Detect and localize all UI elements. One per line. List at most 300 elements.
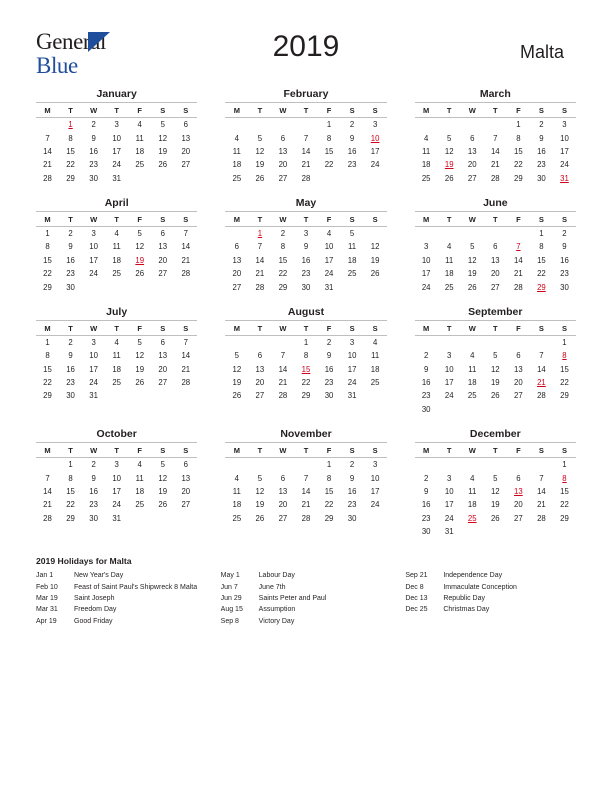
- day-cell: 19: [232, 378, 242, 388]
- month-title: April: [36, 197, 197, 212]
- weekday-header: T: [294, 213, 317, 227]
- day-cell: 12: [444, 146, 454, 156]
- weekday-header: T: [59, 213, 82, 227]
- day-cell: 4: [326, 229, 332, 239]
- week-row: [225, 471, 386, 484]
- day-cell: 20: [158, 364, 168, 374]
- day-cell: 10: [370, 473, 380, 483]
- week-row: [36, 485, 197, 498]
- day-cell: 6: [470, 133, 475, 143]
- week-row: [225, 118, 386, 132]
- day-cell: 29: [514, 173, 523, 183]
- week-row: [225, 512, 386, 525]
- week-row: [415, 172, 576, 185]
- day-cell: 26: [255, 173, 265, 183]
- week-row: [36, 158, 197, 171]
- day-cell: 8: [326, 133, 332, 143]
- day-cell: 6: [516, 473, 521, 483]
- holiday-date: Sep 8: [220, 617, 239, 625]
- day-cell-empty: [364, 389, 387, 402]
- day-cell: 15: [66, 146, 75, 156]
- day-cell: 3: [562, 120, 567, 130]
- day-cell: 2: [326, 337, 332, 347]
- month-block: [225, 88, 386, 185]
- day-cell: 1: [326, 460, 332, 470]
- day-cell: 15: [324, 486, 334, 496]
- week-row: [225, 335, 386, 349]
- holiday-date: Mar 19: [36, 594, 58, 602]
- holiday-row: [405, 582, 576, 593]
- day-cell: 5: [137, 337, 142, 347]
- day-cell: 7: [45, 133, 50, 143]
- day-cell: 29: [43, 391, 52, 401]
- day-cell: 30: [421, 527, 431, 537]
- day-cell-empty: [225, 226, 248, 240]
- month-block: [36, 197, 197, 294]
- day-cell-empty: [271, 335, 294, 349]
- day-cell: 10: [112, 473, 121, 483]
- weekday-header: S: [553, 104, 576, 118]
- day-cell: 3: [447, 473, 452, 483]
- day-cell: 11: [371, 351, 380, 361]
- weekday-header: S: [553, 322, 576, 336]
- weekday-header: T: [248, 322, 271, 336]
- day-cell: 16: [301, 255, 311, 265]
- weekday-header: T: [294, 444, 317, 458]
- day-cell: 18: [467, 500, 477, 510]
- weekday-header: T: [105, 104, 128, 118]
- day-cell-empty: [461, 525, 484, 538]
- day-cell: 14: [181, 351, 191, 361]
- day-cell: 17: [421, 269, 431, 279]
- day-cell: 2: [539, 120, 544, 130]
- day-cell: 5: [137, 229, 142, 239]
- country-label: Malta: [519, 42, 564, 62]
- day-cell: 22: [537, 269, 546, 279]
- day-cell: 3: [91, 337, 96, 347]
- day-cell: 22: [514, 160, 523, 170]
- day-cell: 14: [537, 364, 546, 374]
- day-cell: 6: [493, 242, 498, 252]
- day-cell: 3: [114, 120, 119, 130]
- day-cell: 26: [370, 269, 380, 279]
- day-cell-empty: [174, 172, 197, 185]
- day-cell-empty: [507, 226, 530, 240]
- holiday-name: Saints Peter and Paul: [258, 594, 327, 602]
- day-cell: 10: [444, 486, 454, 496]
- month-block: [36, 428, 197, 538]
- day-cell: 1: [516, 120, 521, 130]
- day-cell: 21: [181, 364, 191, 374]
- day-cell: 18: [232, 160, 242, 170]
- day-cell-empty: [415, 335, 438, 349]
- day-cell-empty: [461, 458, 484, 472]
- weekday-header: T: [59, 322, 82, 336]
- day-cell: 26: [467, 282, 477, 292]
- week-row: [415, 485, 576, 498]
- day-cell-empty: [364, 280, 387, 293]
- week-row: [415, 267, 576, 280]
- day-cell: 12: [135, 351, 145, 361]
- day-cell: 24: [112, 160, 121, 170]
- day-cell-empty: [461, 403, 484, 416]
- week-row: [36, 280, 197, 293]
- holiday-date: Jan 1: [36, 572, 54, 580]
- day-cell: 4: [424, 133, 429, 143]
- day-cell: 4: [372, 337, 378, 347]
- day-cell: 26: [490, 391, 500, 401]
- day-cell: 22: [278, 269, 288, 279]
- holidays-column: [36, 570, 207, 627]
- day-cell: 19: [490, 378, 500, 388]
- weekday-header: T: [484, 444, 507, 458]
- weekday-header: W: [82, 213, 105, 227]
- day-cell: 29: [301, 391, 311, 401]
- day-cell: 2: [424, 473, 429, 483]
- day-cell: 15: [560, 364, 569, 374]
- day-cell: 3: [303, 229, 309, 239]
- day-cell-empty: [128, 512, 151, 525]
- day-cell: 7: [539, 351, 544, 361]
- day-cell: 22: [43, 269, 52, 279]
- weekday-header: M: [415, 444, 438, 458]
- day-cell: 28: [255, 282, 265, 292]
- day-cell: 7: [45, 473, 50, 483]
- day-cell-empty: [507, 335, 530, 349]
- day-cell: 8: [45, 242, 50, 252]
- day-cell: 5: [257, 133, 263, 143]
- weekday-header: M: [36, 213, 59, 227]
- day-cell: 31: [89, 391, 98, 401]
- holiday-date: Aug 15: [220, 606, 243, 614]
- day-cell: 1: [539, 229, 544, 239]
- day-cell: 23: [537, 160, 546, 170]
- day-cell: 21: [43, 160, 52, 170]
- week-row: [36, 118, 197, 132]
- holiday-name: Labour Day: [258, 572, 295, 580]
- day-cell: 16: [560, 255, 569, 265]
- week-row: [36, 267, 197, 280]
- day-cell: 11: [348, 242, 357, 252]
- day-cell: 9: [326, 351, 332, 361]
- weekday-header: S: [174, 444, 197, 458]
- weekday-header: W: [271, 322, 294, 336]
- day-cell: 25: [135, 500, 145, 510]
- week-row: [415, 240, 576, 253]
- page-header: [36, 26, 576, 78]
- day-cell-empty: [174, 512, 197, 525]
- day-cell: 27: [278, 173, 288, 183]
- day-cell: 17: [112, 486, 121, 496]
- month-block: [415, 428, 576, 538]
- day-cell: 5: [493, 351, 498, 361]
- day-cell: 9: [539, 133, 544, 143]
- day-cell: 10: [324, 242, 334, 252]
- day-cell: 23: [560, 269, 569, 279]
- day-cell: 5: [234, 351, 240, 361]
- day-cell: 2: [424, 351, 429, 361]
- weekday-header: T: [59, 444, 82, 458]
- day-cell: 23: [66, 269, 75, 279]
- day-cell: 13: [467, 146, 477, 156]
- day-cell: 22: [43, 378, 52, 388]
- day-cell: 5: [493, 473, 498, 483]
- day-cell: 1: [45, 229, 50, 239]
- day-cell-empty: [248, 335, 271, 349]
- week-row: [225, 158, 386, 171]
- week-row: [36, 226, 197, 240]
- day-cell: 30: [324, 391, 334, 401]
- weekday-header: W: [82, 322, 105, 336]
- day-cell: 21: [301, 500, 311, 510]
- day-cell: 1: [68, 120, 73, 130]
- day-cell: 14: [301, 486, 311, 496]
- weekday-header: T: [248, 213, 271, 227]
- day-cell: 27: [278, 513, 288, 523]
- day-cell: 18: [444, 269, 454, 279]
- day-cell: 21: [255, 269, 265, 279]
- day-cell: 13: [181, 133, 191, 143]
- day-cell-empty: [174, 280, 197, 293]
- day-cell: 29: [560, 391, 569, 401]
- day-cell: 27: [181, 500, 191, 510]
- day-cell: 18: [112, 364, 121, 374]
- day-cell: 24: [370, 500, 380, 510]
- day-cell: 28: [43, 513, 52, 523]
- day-cell: 6: [160, 229, 165, 239]
- day-cell-empty: [151, 512, 174, 525]
- day-cell: 31: [112, 173, 121, 183]
- day-cell: 15: [43, 364, 52, 374]
- weekday-header: S: [341, 444, 364, 458]
- day-cell: 30: [537, 173, 546, 183]
- day-cell: 27: [255, 391, 265, 401]
- holiday-name: New Year's Day: [74, 572, 124, 580]
- weekday-header: S: [364, 104, 387, 118]
- day-cell: 25: [135, 160, 145, 170]
- day-cell-empty: [225, 335, 248, 349]
- week-row: [415, 145, 576, 158]
- day-cell-empty: [461, 226, 484, 240]
- day-cell-empty: [128, 389, 151, 402]
- day-cell: 28: [278, 391, 288, 401]
- weekday-header: T: [438, 322, 461, 336]
- month-table: [36, 104, 197, 185]
- weekday-header: F: [128, 104, 151, 118]
- month-table: [225, 444, 386, 525]
- day-cell: 25: [421, 173, 431, 183]
- day-cell: 10: [89, 242, 98, 252]
- weekday-header: F: [318, 444, 341, 458]
- day-cell: 28: [537, 391, 546, 401]
- day-cell-empty: [415, 458, 438, 472]
- weekday-header: T: [438, 213, 461, 227]
- day-cell: 26: [255, 513, 265, 523]
- month-block: [225, 306, 386, 416]
- day-cell-empty: [271, 118, 294, 132]
- day-cell: 4: [234, 473, 240, 483]
- weekday-header: M: [225, 322, 248, 336]
- day-cell: 1: [326, 120, 332, 130]
- weekday-header: S: [364, 213, 387, 227]
- weekday-header: S: [530, 213, 553, 227]
- week-row: [225, 349, 386, 362]
- weekday-header: W: [461, 104, 484, 118]
- day-cell: 30: [301, 282, 311, 292]
- day-cell: 15: [301, 364, 311, 374]
- day-cell: 29: [278, 282, 288, 292]
- day-cell: 4: [470, 351, 475, 361]
- day-cell: 11: [232, 146, 241, 156]
- holiday-row: [221, 582, 392, 593]
- day-cell: 15: [278, 255, 288, 265]
- day-cell: 15: [537, 255, 546, 265]
- day-cell: 5: [447, 133, 452, 143]
- holiday-name: Saint Joseph: [74, 594, 115, 602]
- day-cell: 20: [278, 160, 288, 170]
- day-cell: 21: [537, 500, 546, 510]
- week-row: [36, 145, 197, 158]
- day-cell: 16: [66, 364, 75, 374]
- week-row: [415, 498, 576, 511]
- day-cell: 8: [280, 242, 286, 252]
- day-cell: 20: [490, 269, 500, 279]
- day-cell: 12: [255, 486, 265, 496]
- day-cell: 13: [278, 486, 288, 496]
- week-row: [225, 131, 386, 144]
- day-cell: 4: [234, 133, 240, 143]
- holiday-date: Jun 7: [220, 583, 238, 591]
- day-cell: 7: [303, 473, 309, 483]
- day-cell: 21: [278, 378, 288, 388]
- day-cell: 29: [66, 173, 75, 183]
- week-row: [225, 240, 386, 253]
- day-cell: 12: [232, 364, 242, 374]
- day-cell: 20: [181, 486, 191, 496]
- weekday-header: M: [415, 104, 438, 118]
- day-cell: 5: [349, 229, 355, 239]
- day-cell: 25: [112, 269, 121, 279]
- weekday-header: S: [530, 104, 553, 118]
- day-cell: 27: [514, 513, 523, 523]
- day-cell-empty: [530, 525, 553, 538]
- day-cell: 30: [89, 513, 98, 523]
- week-row: [225, 363, 386, 376]
- weekday-header: M: [415, 213, 438, 227]
- day-cell: 2: [349, 120, 355, 130]
- day-cell-empty: [248, 458, 271, 472]
- weekday-header: T: [294, 322, 317, 336]
- holiday-date: Dec 8: [405, 583, 424, 591]
- day-cell-empty: [507, 525, 530, 538]
- day-cell: 14: [278, 364, 288, 374]
- holiday-row: [36, 582, 207, 593]
- day-cell: 15: [43, 255, 52, 265]
- month-block: [36, 306, 197, 416]
- day-cell: 14: [514, 255, 523, 265]
- day-cell: 24: [370, 160, 380, 170]
- day-cell: 24: [89, 269, 98, 279]
- day-cell: 24: [444, 513, 454, 523]
- week-row: [225, 280, 386, 293]
- day-cell: 3: [372, 460, 378, 470]
- day-cell: 24: [421, 282, 431, 292]
- day-cell-empty: [438, 335, 461, 349]
- day-cell: 1: [257, 229, 263, 239]
- day-cell-empty: [105, 389, 128, 402]
- day-cell: 10: [560, 133, 569, 143]
- holidays-section: [36, 556, 576, 627]
- day-cell: 13: [514, 486, 523, 496]
- holidays-column: [405, 570, 576, 627]
- day-cell-empty: [36, 458, 59, 472]
- holiday-date: May 1: [220, 572, 240, 580]
- day-cell: 19: [158, 146, 168, 156]
- day-cell: 17: [89, 255, 98, 265]
- month-title: September: [415, 306, 576, 321]
- week-row: [415, 118, 576, 132]
- day-cell: 27: [232, 282, 242, 292]
- weekday-header: S: [364, 444, 387, 458]
- week-row: [36, 131, 197, 144]
- week-row: [415, 376, 576, 389]
- day-cell-empty: [364, 172, 387, 185]
- week-row: [36, 458, 197, 472]
- day-cell-empty: [415, 226, 438, 240]
- holiday-name: Independence Day: [443, 572, 503, 580]
- day-cell: 17: [444, 500, 454, 510]
- weekday-header: S: [174, 322, 197, 336]
- day-cell: 16: [421, 378, 431, 388]
- week-row: [36, 363, 197, 376]
- day-cell: 26: [158, 160, 168, 170]
- weekday-header: T: [105, 213, 128, 227]
- week-row: [415, 131, 576, 144]
- day-cell: 12: [255, 146, 265, 156]
- day-cell: 7: [516, 242, 521, 252]
- weekday-header: F: [318, 104, 341, 118]
- day-cell: 6: [516, 351, 521, 361]
- day-cell: 25: [112, 378, 121, 388]
- holiday-row: [405, 604, 576, 615]
- weekday-header: T: [105, 444, 128, 458]
- day-cell: 25: [347, 269, 357, 279]
- day-cell: 8: [516, 133, 521, 143]
- day-cell: 1: [303, 337, 309, 347]
- day-cell: 4: [447, 242, 452, 252]
- day-cell: 17: [444, 378, 454, 388]
- day-cell: 17: [560, 146, 569, 156]
- month-title: June: [415, 197, 576, 212]
- holidays-column: [221, 570, 392, 627]
- day-cell: 16: [347, 486, 357, 496]
- month-table: [415, 213, 576, 294]
- month-table: [225, 322, 386, 403]
- day-cell: 2: [91, 460, 96, 470]
- day-cell-empty: [415, 118, 438, 132]
- month-title: November: [225, 428, 386, 443]
- month-title: January: [36, 88, 197, 103]
- month-block: [415, 306, 576, 416]
- day-cell: 24: [89, 378, 98, 388]
- weekday-header: M: [225, 104, 248, 118]
- day-cell: 25: [232, 513, 242, 523]
- holiday-name: Freedom Day: [74, 606, 117, 614]
- day-cell: 30: [66, 391, 75, 401]
- day-cell-empty: [484, 458, 507, 472]
- month-title: May: [225, 197, 386, 212]
- weekday-header: F: [507, 444, 530, 458]
